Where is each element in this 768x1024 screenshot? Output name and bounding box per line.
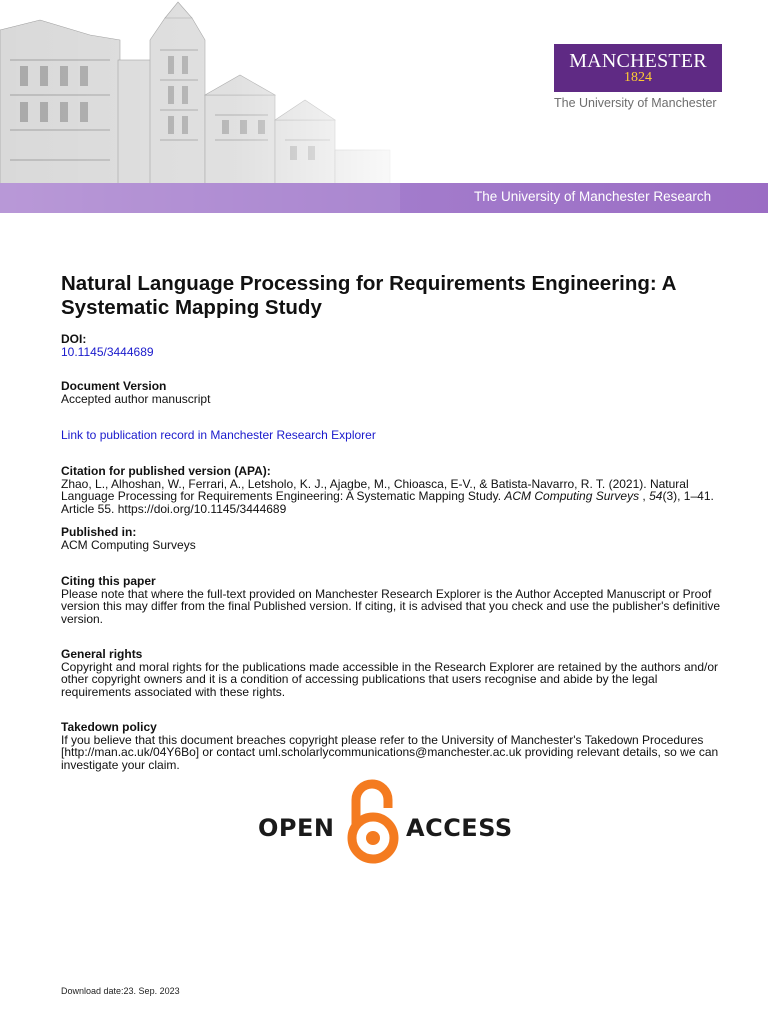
- doi-section: [61, 333, 721, 358]
- open-access-access-text: ACCESS: [406, 814, 513, 842]
- citing-label: Citing this paper: [61, 574, 156, 588]
- takedown-section: [61, 721, 721, 771]
- document-version-section: [61, 380, 721, 405]
- logo-year: 1824: [624, 70, 652, 85]
- citation-journal: ACM Computing Surveys: [504, 489, 640, 503]
- doi-link[interactable]: 10.1145/3444689: [61, 344, 154, 359]
- university-logo[interactable]: [554, 44, 722, 92]
- publication-record-link[interactable]: Link to publication record in Manchester Research Explorer: [61, 428, 376, 442]
- paper-title: Natural Language Processing for Requirements Engineering: A Systematic Mapping Study: [61, 272, 676, 319]
- citation-authors: Zhao, L., Alhoshan, W., Ferrari, A., Letsholo, K. J., Ajagbe, M., Chioasca, E-V., & Batista-Navarro, R. T. (2021). Natural Language Processing for Requirements Engineering: A Systematic Mapping Study.: [61, 476, 689, 503]
- general-rights-label: General rights: [61, 647, 143, 661]
- citing-section: [61, 575, 721, 625]
- research-band-label: The University of Manchester Research: [474, 189, 712, 204]
- doi-label: DOI:: [61, 332, 87, 346]
- takedown-label: Takedown policy: [61, 720, 157, 734]
- citation-text: [61, 478, 721, 516]
- logo-wordmark: MANCHESTER: [569, 50, 707, 72]
- citation-rest: (3), 1–41. Article 55. https://doi.org/10.1145/3444689: [61, 489, 714, 516]
- published-in-value: ACM Computing Surveys: [61, 537, 196, 552]
- citing-text: Please note that where the full-text provided on Manchester Research Explorer is the Author Accepted Manuscript or Proof version this may differ from the final Published version. If citing, it is advised that you check and use the publisher's definitive version.: [61, 586, 721, 626]
- open-lock-icon: [342, 778, 404, 864]
- document-version-label: Document Version: [61, 379, 167, 393]
- published-in-label: Published in:: [61, 525, 137, 539]
- open-access-logo: [258, 778, 513, 864]
- citation-section: [61, 465, 721, 515]
- citation-label: Citation for published version (APA):: [61, 464, 271, 478]
- citation-separator: ,: [639, 489, 650, 503]
- record-link-section: [61, 429, 721, 442]
- document-version-value: Accepted author manuscript: [61, 391, 211, 406]
- general-rights-text: Copyright and moral rights for the publications made accessible in the Research Explorer are retained by the authors and/or other copyright owners and it is a condition of accessing publications that users recognise and abide by the legal requirements associated with these rights.: [61, 659, 719, 699]
- citation-volume: 54: [649, 489, 663, 503]
- header-banner: [0, 0, 768, 213]
- takedown-text: If you believe that this document breaches copyright please refer to the University of Manchester's Takedown Procedures [http://man.ac.uk/04Y6Bo] or contact uml.scholarlycommunications@manchester.ac.uk providing relevant details, so we can investigate your claim.: [61, 732, 719, 772]
- logo-subtitle: The University of Manchester: [554, 96, 717, 110]
- download-date: Download date:23. Sep. 2023: [61, 986, 180, 996]
- open-access-open-text: OPEN: [258, 814, 335, 842]
- general-rights-section: [61, 648, 721, 698]
- published-in-section: [61, 526, 721, 551]
